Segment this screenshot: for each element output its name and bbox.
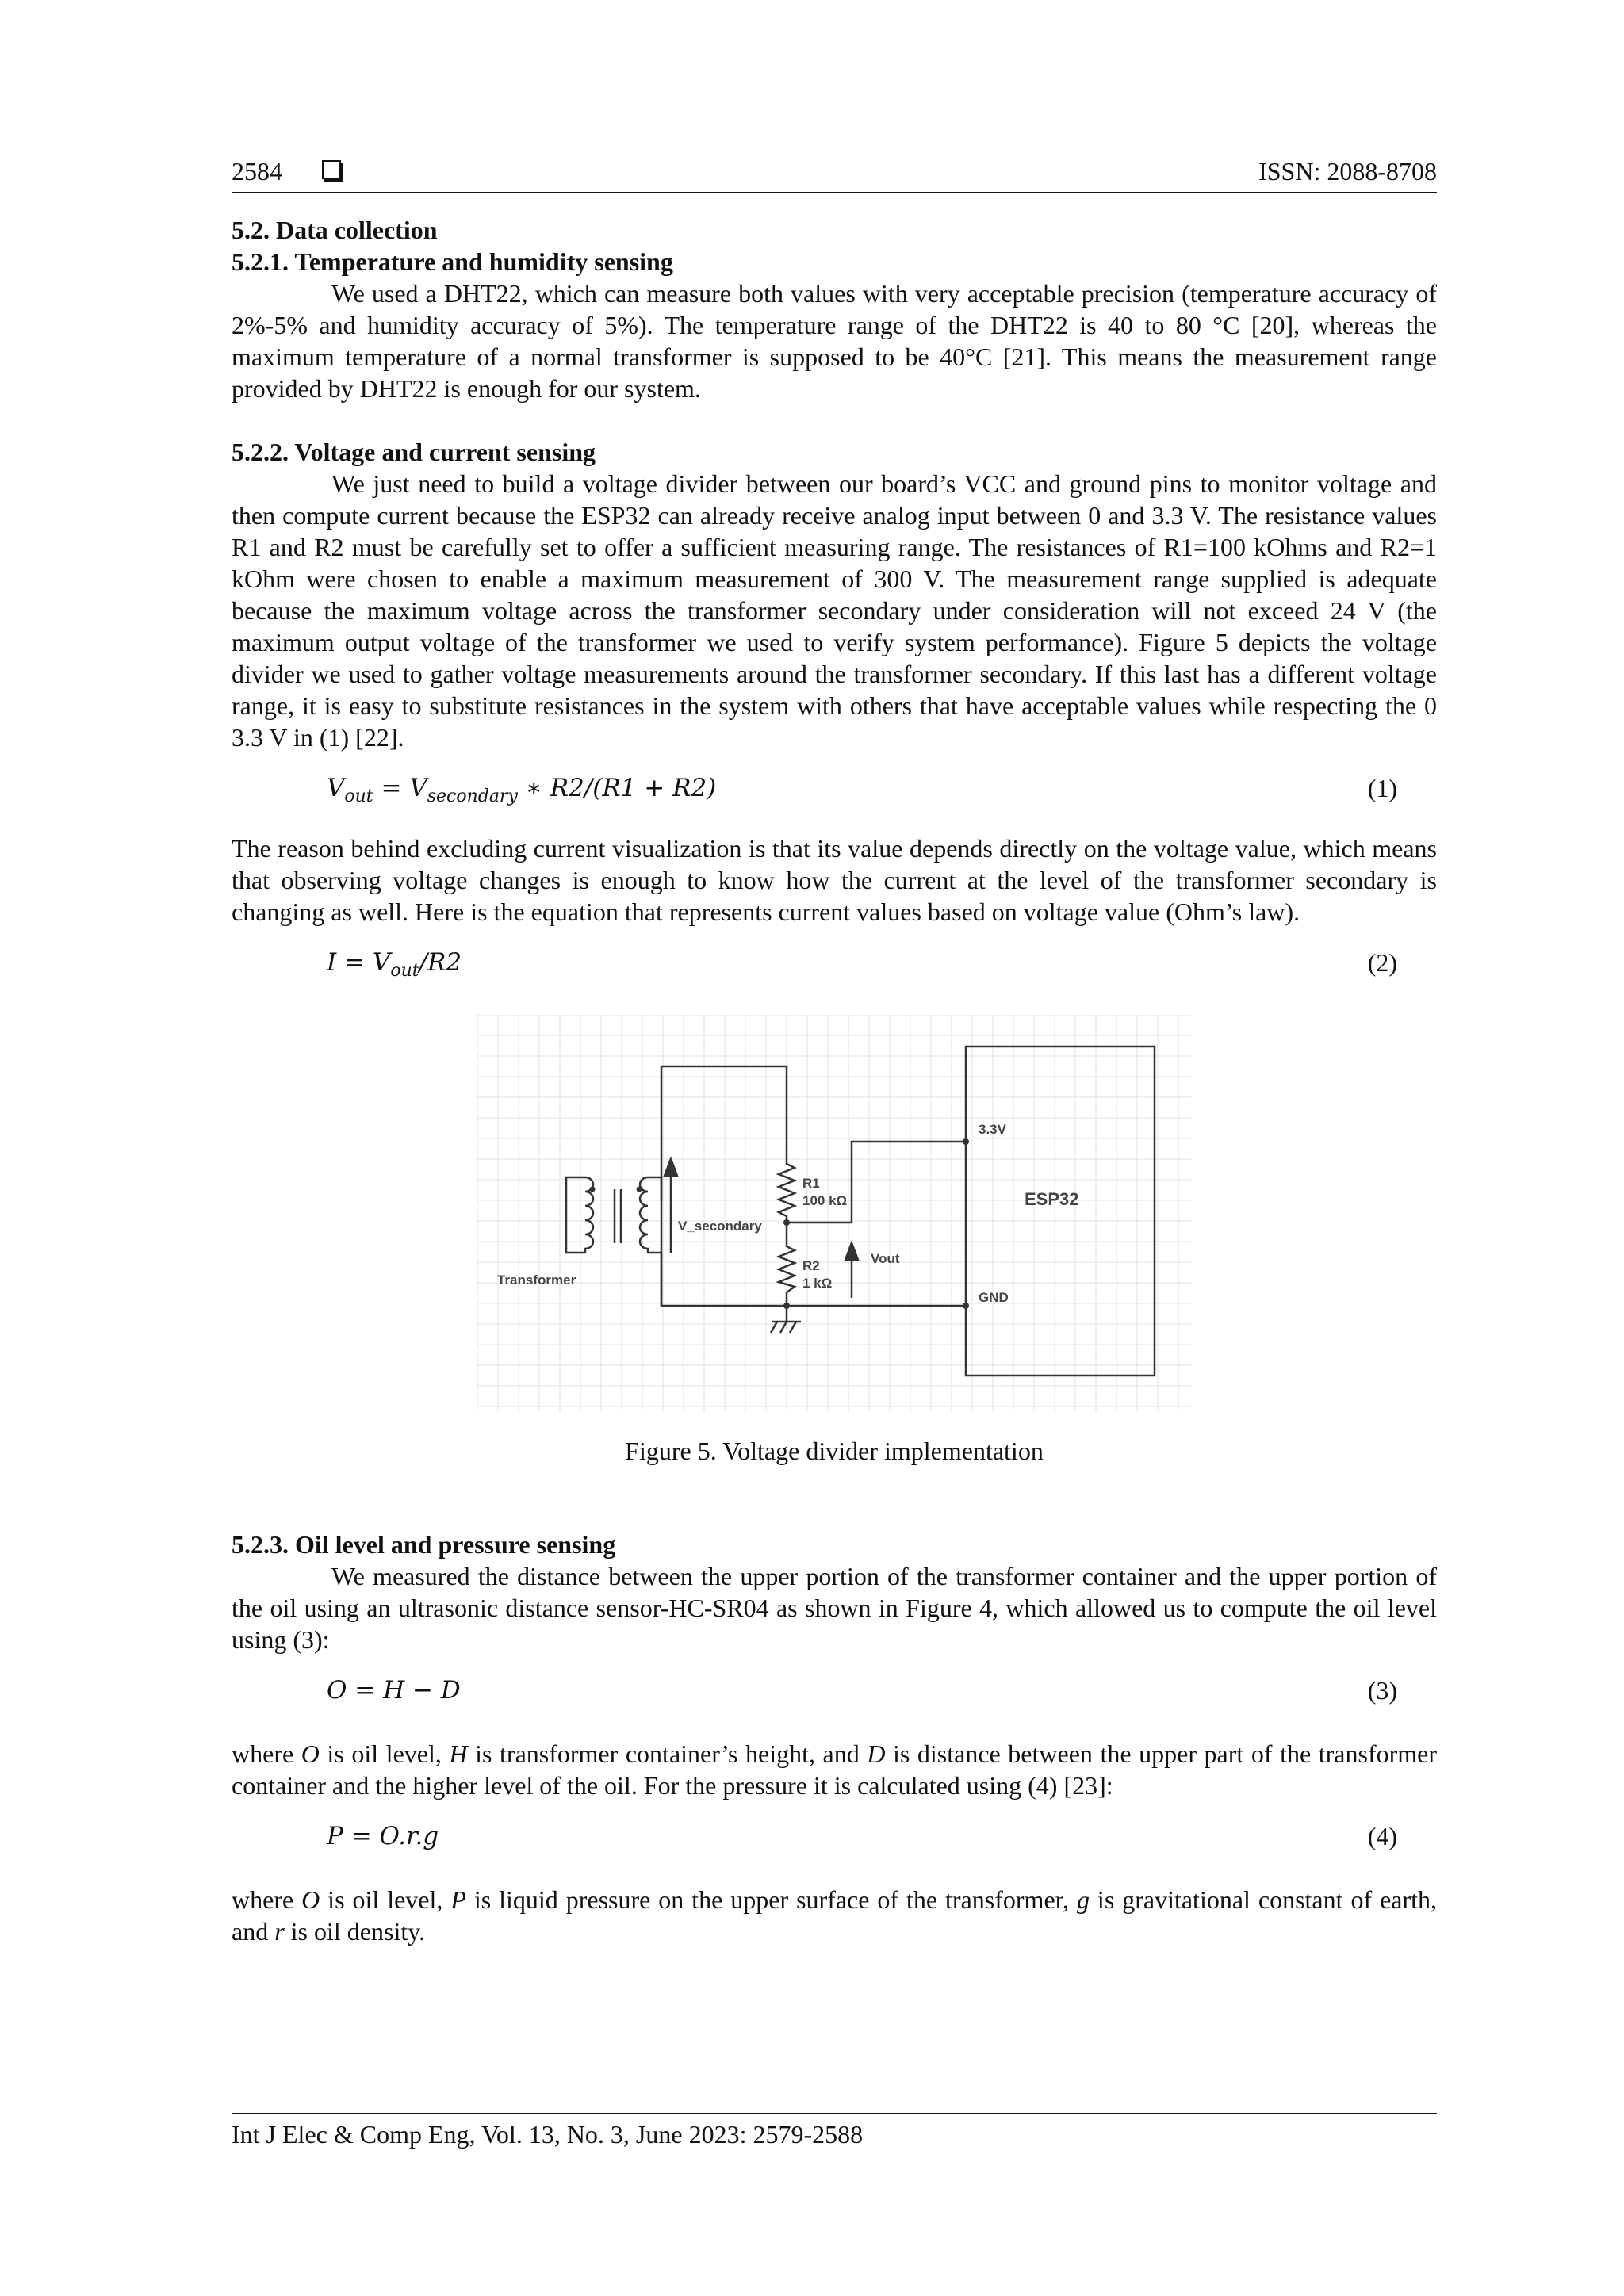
equation-number: (2): [1367, 948, 1397, 977]
paragraph-oil-vars: where O is oil level, H is transformer container’s height, and D is distance between the upper part of the transformer container and the higher level of the oil. For the pressure it is calculated using (4) [23]:: [232, 1739, 1438, 1800]
article-body: [232, 214, 1437, 1947]
equation-4: P = O.r.g (4): [327, 1822, 1397, 1850]
junction-dot: [783, 1303, 790, 1309]
gnd-pin-label: GND: [979, 1290, 1009, 1305]
arrow-up-icon: [844, 1240, 860, 1261]
polarity-dot: [637, 1187, 642, 1192]
r2-label: R2: [802, 1258, 820, 1273]
issn-label: ISSN: 2088-8708: [1258, 157, 1437, 186]
equation-number: (4): [1367, 1822, 1397, 1850]
section-heading-5-2-3: 5.2.3. Oil level and pressure sensing: [232, 1530, 616, 1559]
section-heading-5-2-1: 5.2.1. Temperature and humidity sensing: [232, 247, 673, 276]
paragraph-temperature: We used a DHT22, which can measure both values with very acceptable precision (temperature accuracy of 2%-5% and humidity accuracy of 5%). The temperature range of the DHT22 is 40 to 80 °C [20], whereas the maximum temperature of a normal transformer is supposed to be 40°C [21]. This means the measurement range provided by DHT22 is enough for our system.: [232, 279, 1437, 403]
equation-number: (3): [1367, 1676, 1397, 1705]
square-bullet-icon: [322, 160, 341, 179]
r1-label: R1: [802, 1176, 820, 1191]
figure-caption: Figure 5. Voltage divider implementation: [625, 1437, 1044, 1465]
vout-label: Vout: [871, 1251, 900, 1266]
v-secondary-label: V_secondary: [678, 1219, 762, 1234]
equation-number: (1): [1367, 774, 1397, 802]
section-heading-5-2: 5.2. Data collection: [232, 216, 438, 244]
transformer-label: Transformer: [497, 1272, 576, 1288]
esp32-label: ESP32: [1025, 1189, 1079, 1209]
header-rule: [232, 192, 1437, 193]
voltage-divider-figure: [477, 1015, 1191, 1411]
paragraph-voltage: We just need to build a voltage divider between our board’s VCC and ground pins to monitor voltage and then compute current because the ESP32 can already receive analog input between 0 and 3.3 V. The resistance values R1 and R2 must be carefully set to offer a sufficient measuring range. The resistances of R1=100 kOhms and R2=1 kOhm were chosen to enable a maximum measurement of 300 V. The measurement range supplied is adequate because the maximum voltage across the transformer secondary under consideration will not exceed 24 V (the maximum output voltage of the transformer we used to verify system performance). Figure 5 depicts the voltage divider we used to gather voltage measurements around the transformer secondary. If this last has a different voltage range, it is easy to substitute resistances in the system with others that have acceptable values while respecting the 0 3.3 V in (1) [22].: [232, 469, 1437, 752]
paragraph-pressure-vars: where O is oil level, P is liquid pressure on the upper surface of the transformer, g is gravitational constant of earth, and r is oil density.: [232, 1885, 1438, 1946]
equation-3: O = H − D (3): [327, 1676, 1397, 1705]
r2-value-label: 1 kΩ: [802, 1276, 833, 1291]
section-heading-5-2-2: 5.2.2. Voltage and current sensing: [232, 438, 596, 466]
junction-dot: [963, 1138, 969, 1145]
equation-2: $I = V_{out}/R2$ (2): [327, 948, 1397, 982]
paragraph-oil-level: We measured the distance between the upper portion of the transformer container and the upper portion of the oil using an ultrasonic distance sensor-HC-SR04 as shown in Figure 4, which allowed us to compute the oil level using (3):: [232, 1562, 1437, 1654]
page-number: 2584: [232, 157, 282, 186]
wires: [566, 1047, 1155, 1376]
junction-dot: [783, 1219, 790, 1226]
junction-dot: [963, 1303, 969, 1309]
page-header: [232, 155, 1437, 192]
paragraph-current: The reason behind excluding current visualization is that its value depends directly on the voltage value, which means that observing voltage changes is enough to know how the current at the level of the transformer secondary is changing as well. Here is the equation that represents current values based on voltage value (Ohm’s law).: [232, 834, 1437, 926]
polarity-dot: [590, 1187, 596, 1192]
ground-icon: [771, 1322, 801, 1333]
equation-1: $V_{out} = V_{secondary}$ ∗ R2/(R1 + R2) (1): [327, 774, 1397, 807]
journal-citation: Int J Elec & Comp Eng, Vol. 13, No. 3, June 2023: 2579-2588: [232, 2120, 864, 2149]
r1-value-label: 100 kΩ: [802, 1193, 848, 1208]
circuit-diagram: [477, 1015, 1191, 1411]
footer-rule: [232, 2113, 1437, 2114]
grid-background: [477, 1015, 1191, 1411]
v33-pin-label: 3.3V: [979, 1122, 1006, 1137]
